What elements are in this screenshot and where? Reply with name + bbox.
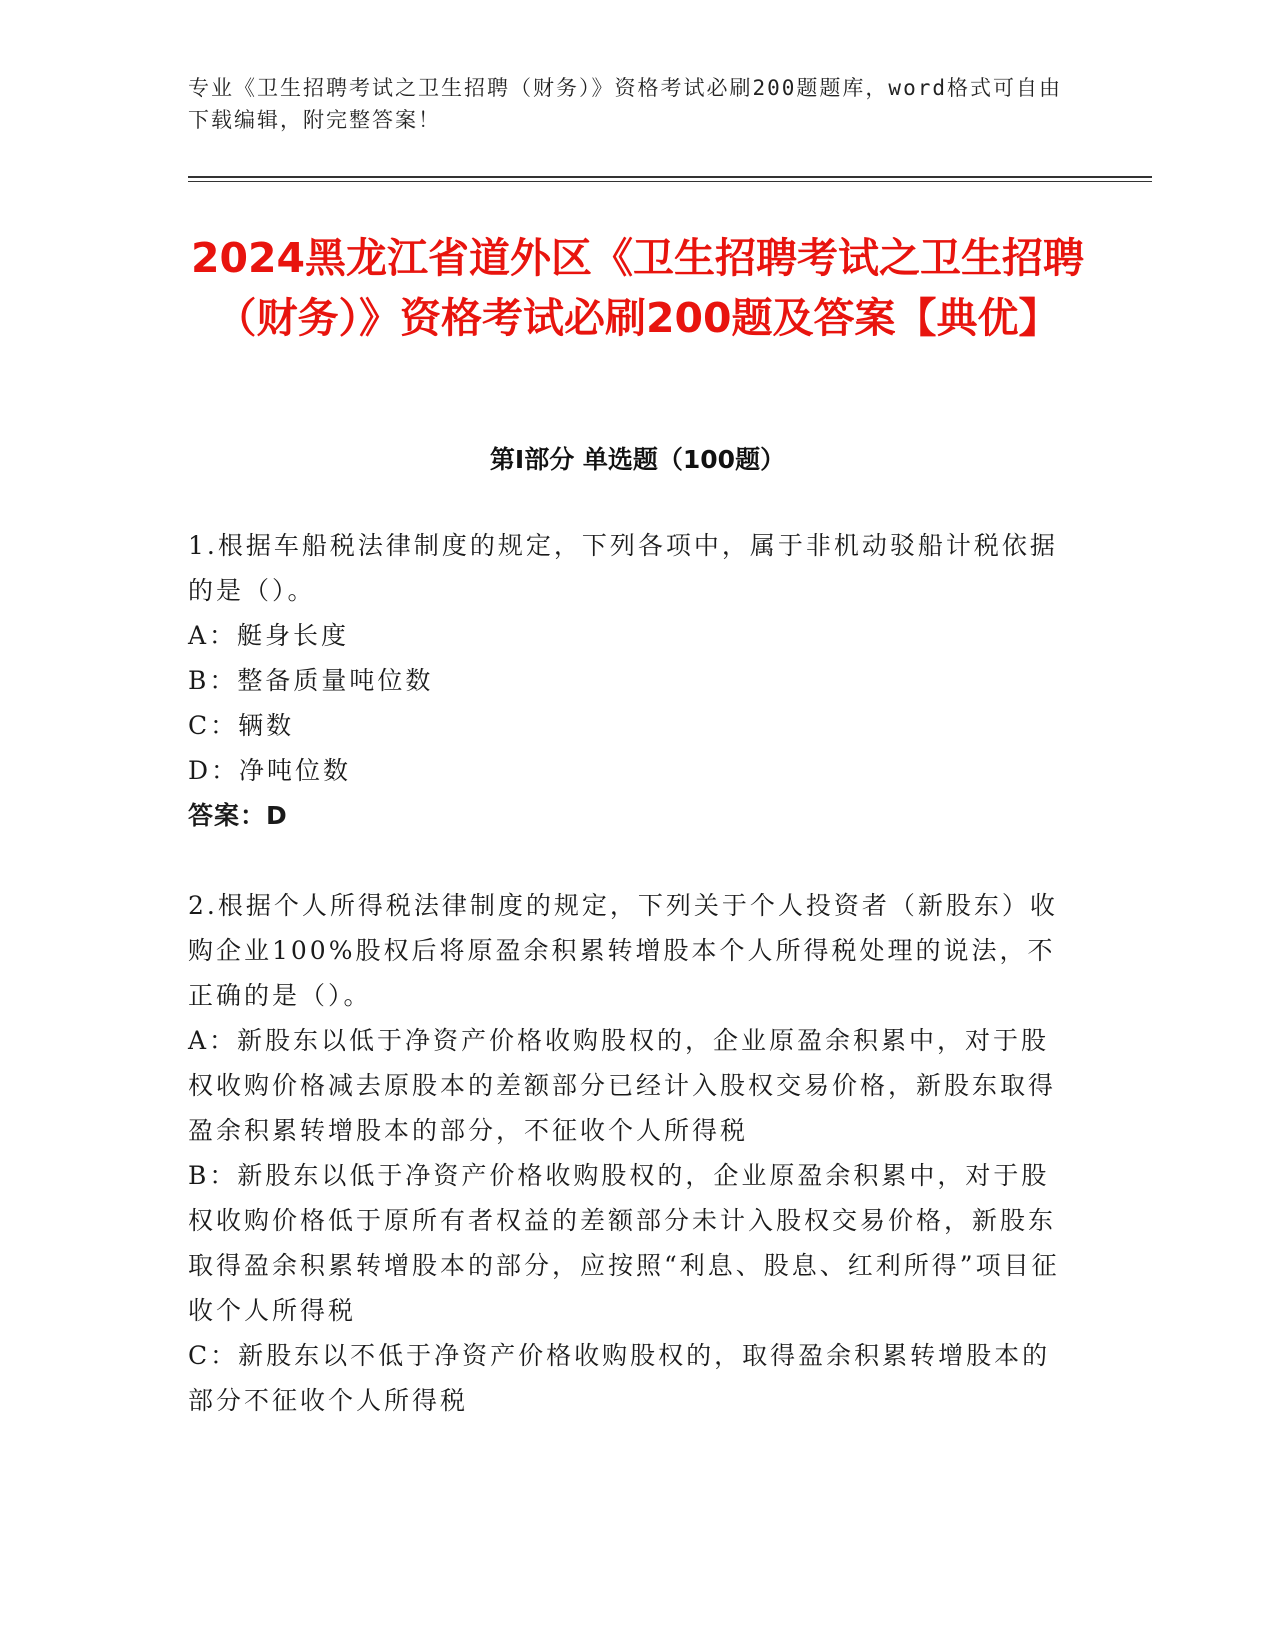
header-divider-thin	[188, 181, 1152, 182]
option-c: C：辆数	[188, 711, 295, 740]
option-a: A：新股东以低于净资产价格收购股权的，企业原盈余积累中，对于股权收购价格减去原股本的差额部分已经计入股权交易价格，新股东取得盈余积累转增股本的部分，不征收个人所得税	[188, 1026, 1057, 1145]
header-divider-thick	[188, 176, 1152, 178]
option-a: A：艇身长度	[188, 621, 350, 650]
question-stem: 1.根据车船税法律制度的规定，下列各项中，属于非机动驳船计税依据的是（）。	[188, 531, 1058, 605]
option-d: D：净吨位数	[188, 756, 352, 785]
question-2	[188, 883, 1068, 1423]
option-b: B：新股东以低于净资产价格收购股权的，企业原盈余积累中，对于股权收购价格低于原所有者权益的差额部分未计入股权交易价格，新股东取得盈余积累转增股本的部分，应按照“利息、股息、红利所得”项目征收个人所得税	[188, 1161, 1060, 1325]
question-1	[188, 523, 1068, 838]
answer-line: 答案：D	[188, 801, 288, 830]
header-note: 专业《卫生招聘考试之卫生招聘（财务）》资格考试必刷200题题库，word格式可自由下载编辑，附完整答案！	[188, 76, 1062, 132]
section-heading: 第I部分 单选题（100题）	[489, 445, 786, 474]
option-c: C：新股东以不低于净资产价格收购股权的，取得盈余积累转增股本的部分不征收个人所得税	[188, 1341, 1051, 1415]
option-b: B：整备质量吨位数	[188, 666, 434, 695]
question-stem: 2.根据个人所得税法律制度的规定，下列关于个人投资者（新股东）收购企业100%股权后将原盈余积累转增股本个人所得税处理的说法，不正确的是（）。	[188, 891, 1058, 1010]
document-title: 2024黑龙江省道外区《卫生招聘考试之卫生招聘（财务）》资格考试必刷200题及答案【典优】	[190, 234, 1085, 342]
question-list	[188, 523, 1068, 1468]
